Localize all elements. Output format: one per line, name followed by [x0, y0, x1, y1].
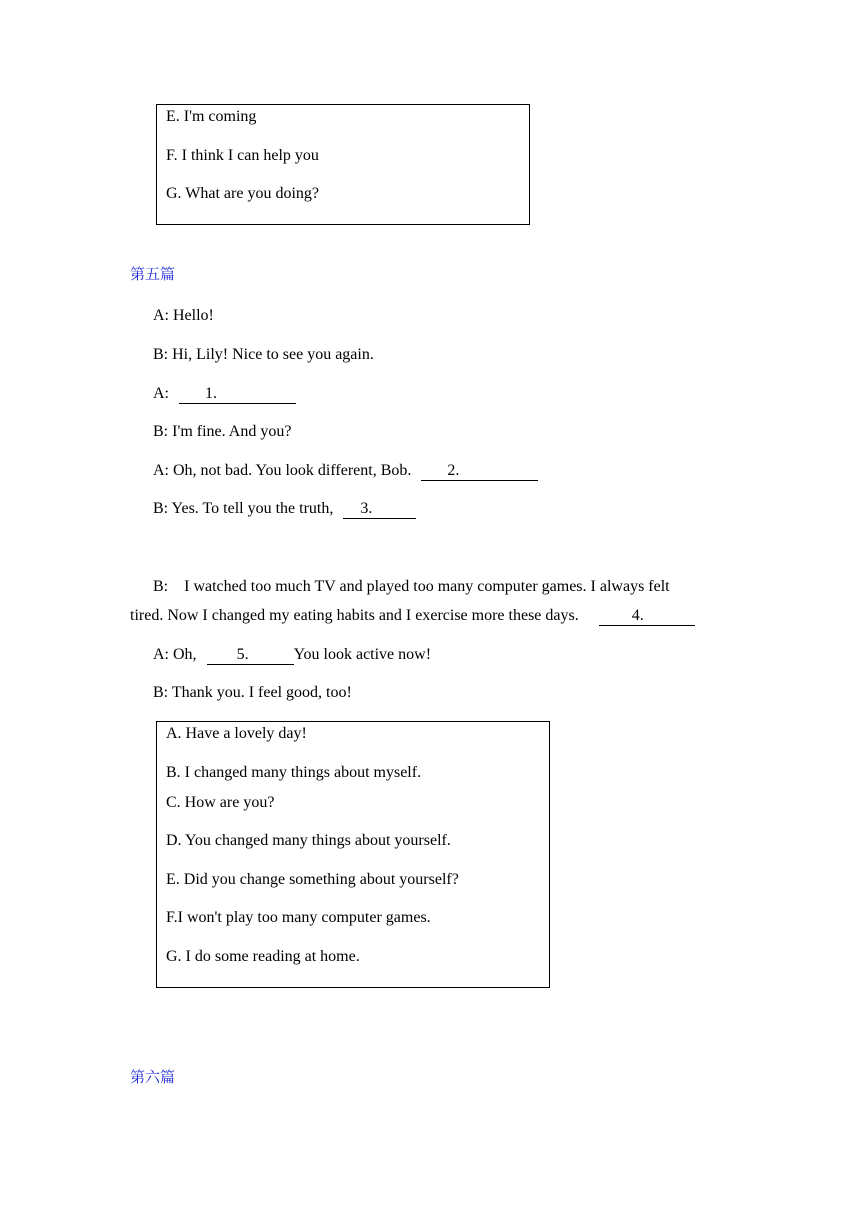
- dialogue-line: [153, 461, 538, 481]
- line-prefix: B: Yes. To tell you the truth,: [153, 500, 334, 517]
- section-heading-6: 第六篇: [130, 1068, 176, 1086]
- line-prefix: A:: [153, 385, 169, 402]
- section-heading-5: 第五篇: [130, 265, 176, 283]
- line-prefix: A: Oh, not bad. You look different, Bob.: [153, 462, 412, 479]
- dialogue-line: [153, 645, 431, 665]
- line-prefix: A: Oh,: [153, 646, 197, 663]
- blank-number: 2.: [447, 462, 460, 479]
- dialogue-line: B: Thank you. I feel good, too!: [153, 684, 352, 701]
- answer-blank-3: [343, 500, 416, 519]
- answer-blank-1: [179, 385, 296, 404]
- dialogue-line: [153, 384, 296, 404]
- option-g: G. What are you doing?: [166, 185, 319, 202]
- dialogue-line: B: I'm fine. And you?: [153, 423, 292, 440]
- option-a: A. Have a lovely day!: [166, 725, 307, 742]
- option-f: F.I won't play too many computer games.: [166, 909, 431, 926]
- answer-blank-2: [421, 462, 538, 481]
- option-d: D. You changed many things about yourself.: [166, 832, 451, 849]
- dialogue-line-continued: [130, 606, 695, 626]
- answer-blank-5: [207, 646, 294, 665]
- dialogue-line: A: Hello!: [153, 307, 214, 324]
- line-suffix: You look active now!: [293, 646, 432, 663]
- dialogue-line: [153, 499, 416, 519]
- option-c: C. How are you?: [166, 794, 275, 811]
- option-g: G. I do some reading at home.: [166, 948, 360, 965]
- answer-blank-4: [599, 607, 695, 626]
- blank-number: 4.: [631, 607, 644, 624]
- line-text: tired. Now I changed my eating habits and I exercise more these days.: [130, 607, 579, 624]
- option-f: F. I think I can help you: [166, 147, 319, 164]
- blank-number: 5.: [236, 646, 249, 663]
- option-e: E. I'm coming: [166, 108, 257, 125]
- option-e: E. Did you change something about yourself?: [166, 871, 459, 888]
- dialogue-line: B: I watched too much TV and played too many computer games. I always felt: [153, 578, 670, 595]
- blank-number: 1.: [205, 385, 217, 402]
- option-b: B. I changed many things about myself.: [166, 764, 422, 781]
- blank-number: 3.: [360, 500, 373, 517]
- dialogue-line: B: Hi, Lily! Nice to see you again.: [153, 346, 374, 363]
